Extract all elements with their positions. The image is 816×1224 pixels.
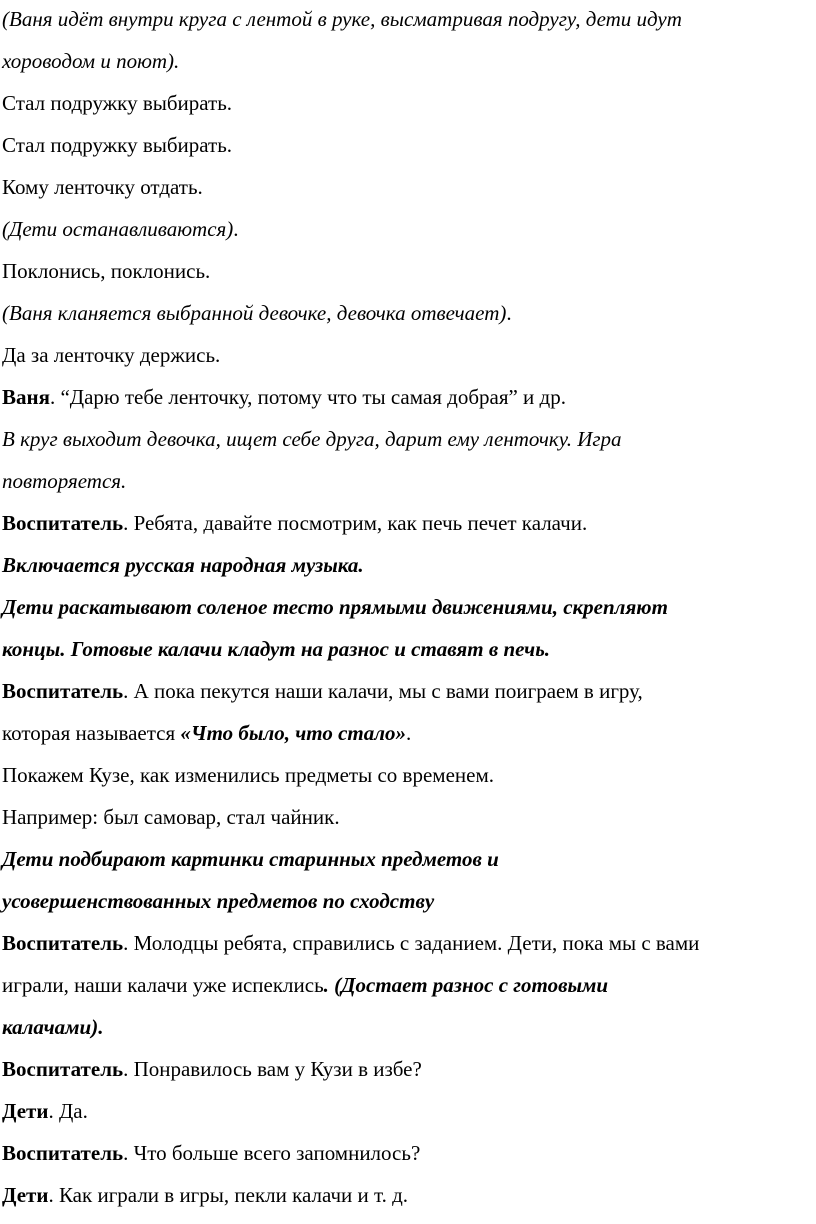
speaker-name: Воспитатель — [2, 1057, 124, 1081]
dialogue-text: . Да. — [48, 1099, 88, 1123]
stage-direction-line — [2, 215, 239, 243]
action-line — [2, 1013, 103, 1041]
stage-direction-line — [2, 5, 682, 33]
speaker-name: Дети — [2, 1099, 49, 1123]
speaker-name: Воспитатель — [2, 1141, 124, 1165]
dialogue-line — [2, 719, 411, 747]
speaker-name: Дети — [2, 1183, 49, 1207]
dialogue-text: . Понравилось вам у Кузи в избе? — [123, 1057, 422, 1081]
speaker-name: Воспитатель — [2, 679, 124, 703]
stage-direction-text: (Ваня идёт внутри круга с лентой в руке, высматривая подругу, дети идут — [2, 7, 682, 31]
dialogue-line — [2, 1139, 420, 1167]
dialogue-line — [2, 1181, 408, 1209]
stage-direction-line — [2, 47, 179, 75]
stage-direction-text: (Дети останавливаются) — [2, 217, 234, 241]
speaker-name: Ваня — [2, 385, 50, 409]
song-line — [2, 341, 220, 369]
dialogue-line — [2, 929, 699, 957]
action-text: калачами). — [2, 1015, 104, 1039]
dialogue-line — [2, 1055, 422, 1083]
dialogue-text: . Молодцы ребята, справились с заданием. Дети, пока мы с вами — [123, 931, 700, 955]
dialogue-line — [2, 383, 566, 411]
dialogue-text: . Как играли в игры, пекли калачи и т. д. — [48, 1183, 409, 1207]
action-text: Дети раскатывают соленое тесто прямыми движениями, скрепляют — [2, 595, 668, 619]
song-line — [2, 89, 232, 117]
dialogue-line — [2, 761, 494, 789]
dialogue-text: . А пока пекутся наши калачи, мы с вами поиграем в игру, — [123, 679, 643, 703]
song-line — [2, 257, 210, 285]
game-title: «Что было, что стало» — [180, 721, 407, 745]
stage-direction-text: В круг выходит девочка, ищет себе друга, дарит ему ленточку. Игра — [2, 427, 622, 451]
song-text: Стал подружку выбирать. — [2, 133, 233, 157]
dialogue-text: играли, наши калачи уже испеклись — [2, 973, 324, 997]
stage-direction-line — [2, 425, 622, 453]
action-line — [2, 635, 550, 663]
dialogue-text: Покажем Кузе, как изменились предметы со временем. — [2, 763, 494, 787]
action-line — [2, 593, 668, 621]
song-line — [2, 173, 203, 201]
song-text: Поклонись, поклонись. — [2, 259, 211, 283]
dialogue-text: . Что больше всего запомнилось? — [123, 1141, 421, 1165]
action-line — [2, 845, 499, 873]
stage-direction-line — [2, 467, 126, 495]
dialogue-text: . “Дарю тебе ленточку, потому что ты самая добрая” и др. — [49, 385, 566, 409]
action-text: Включается русская народная музыка. — [2, 553, 364, 577]
dialogue-line — [2, 509, 587, 537]
stage-direction-line — [2, 299, 512, 327]
song-text: Кому ленточку отдать. — [2, 175, 203, 199]
action-line — [2, 551, 364, 579]
action-line — [2, 887, 434, 915]
action-text: Дети подбирают картинки старинных предметов и — [2, 847, 499, 871]
song-text: Стал подружку выбирать. — [2, 91, 233, 115]
song-line — [2, 131, 232, 159]
dialogue-line — [2, 803, 340, 831]
dialogue-line — [2, 971, 608, 999]
stage-direction-text: (Ваня кланяется выбранной девочке, девочка отвечает) — [2, 301, 507, 325]
speaker-name: Воспитатель — [2, 931, 124, 955]
stage-direction-text: хороводом и поют). — [2, 49, 180, 73]
punctuation: . — [233, 217, 239, 241]
punctuation: . — [406, 721, 412, 745]
dialogue-text: Например: был самовар, стал чайник. — [2, 805, 340, 829]
stage-direction-text: повторяется. — [2, 469, 127, 493]
dialogue-text: которая называется — [2, 721, 181, 745]
action-text: усовершенствованных предметов по сходству — [2, 889, 435, 913]
dialogue-text: . Ребята, давайте посмотрим, как печь печет калачи. — [123, 511, 588, 535]
punctuation: . — [506, 301, 512, 325]
speaker-name: Воспитатель — [2, 511, 124, 535]
action-text: . (Достает разнос с готовыми — [323, 973, 609, 997]
dialogue-line — [2, 1097, 88, 1125]
action-text: концы. Готовые калачи кладут на разнос и ставят в печь. — [2, 637, 551, 661]
song-text: Да за ленточку держись. — [2, 343, 221, 367]
dialogue-line — [2, 677, 643, 705]
